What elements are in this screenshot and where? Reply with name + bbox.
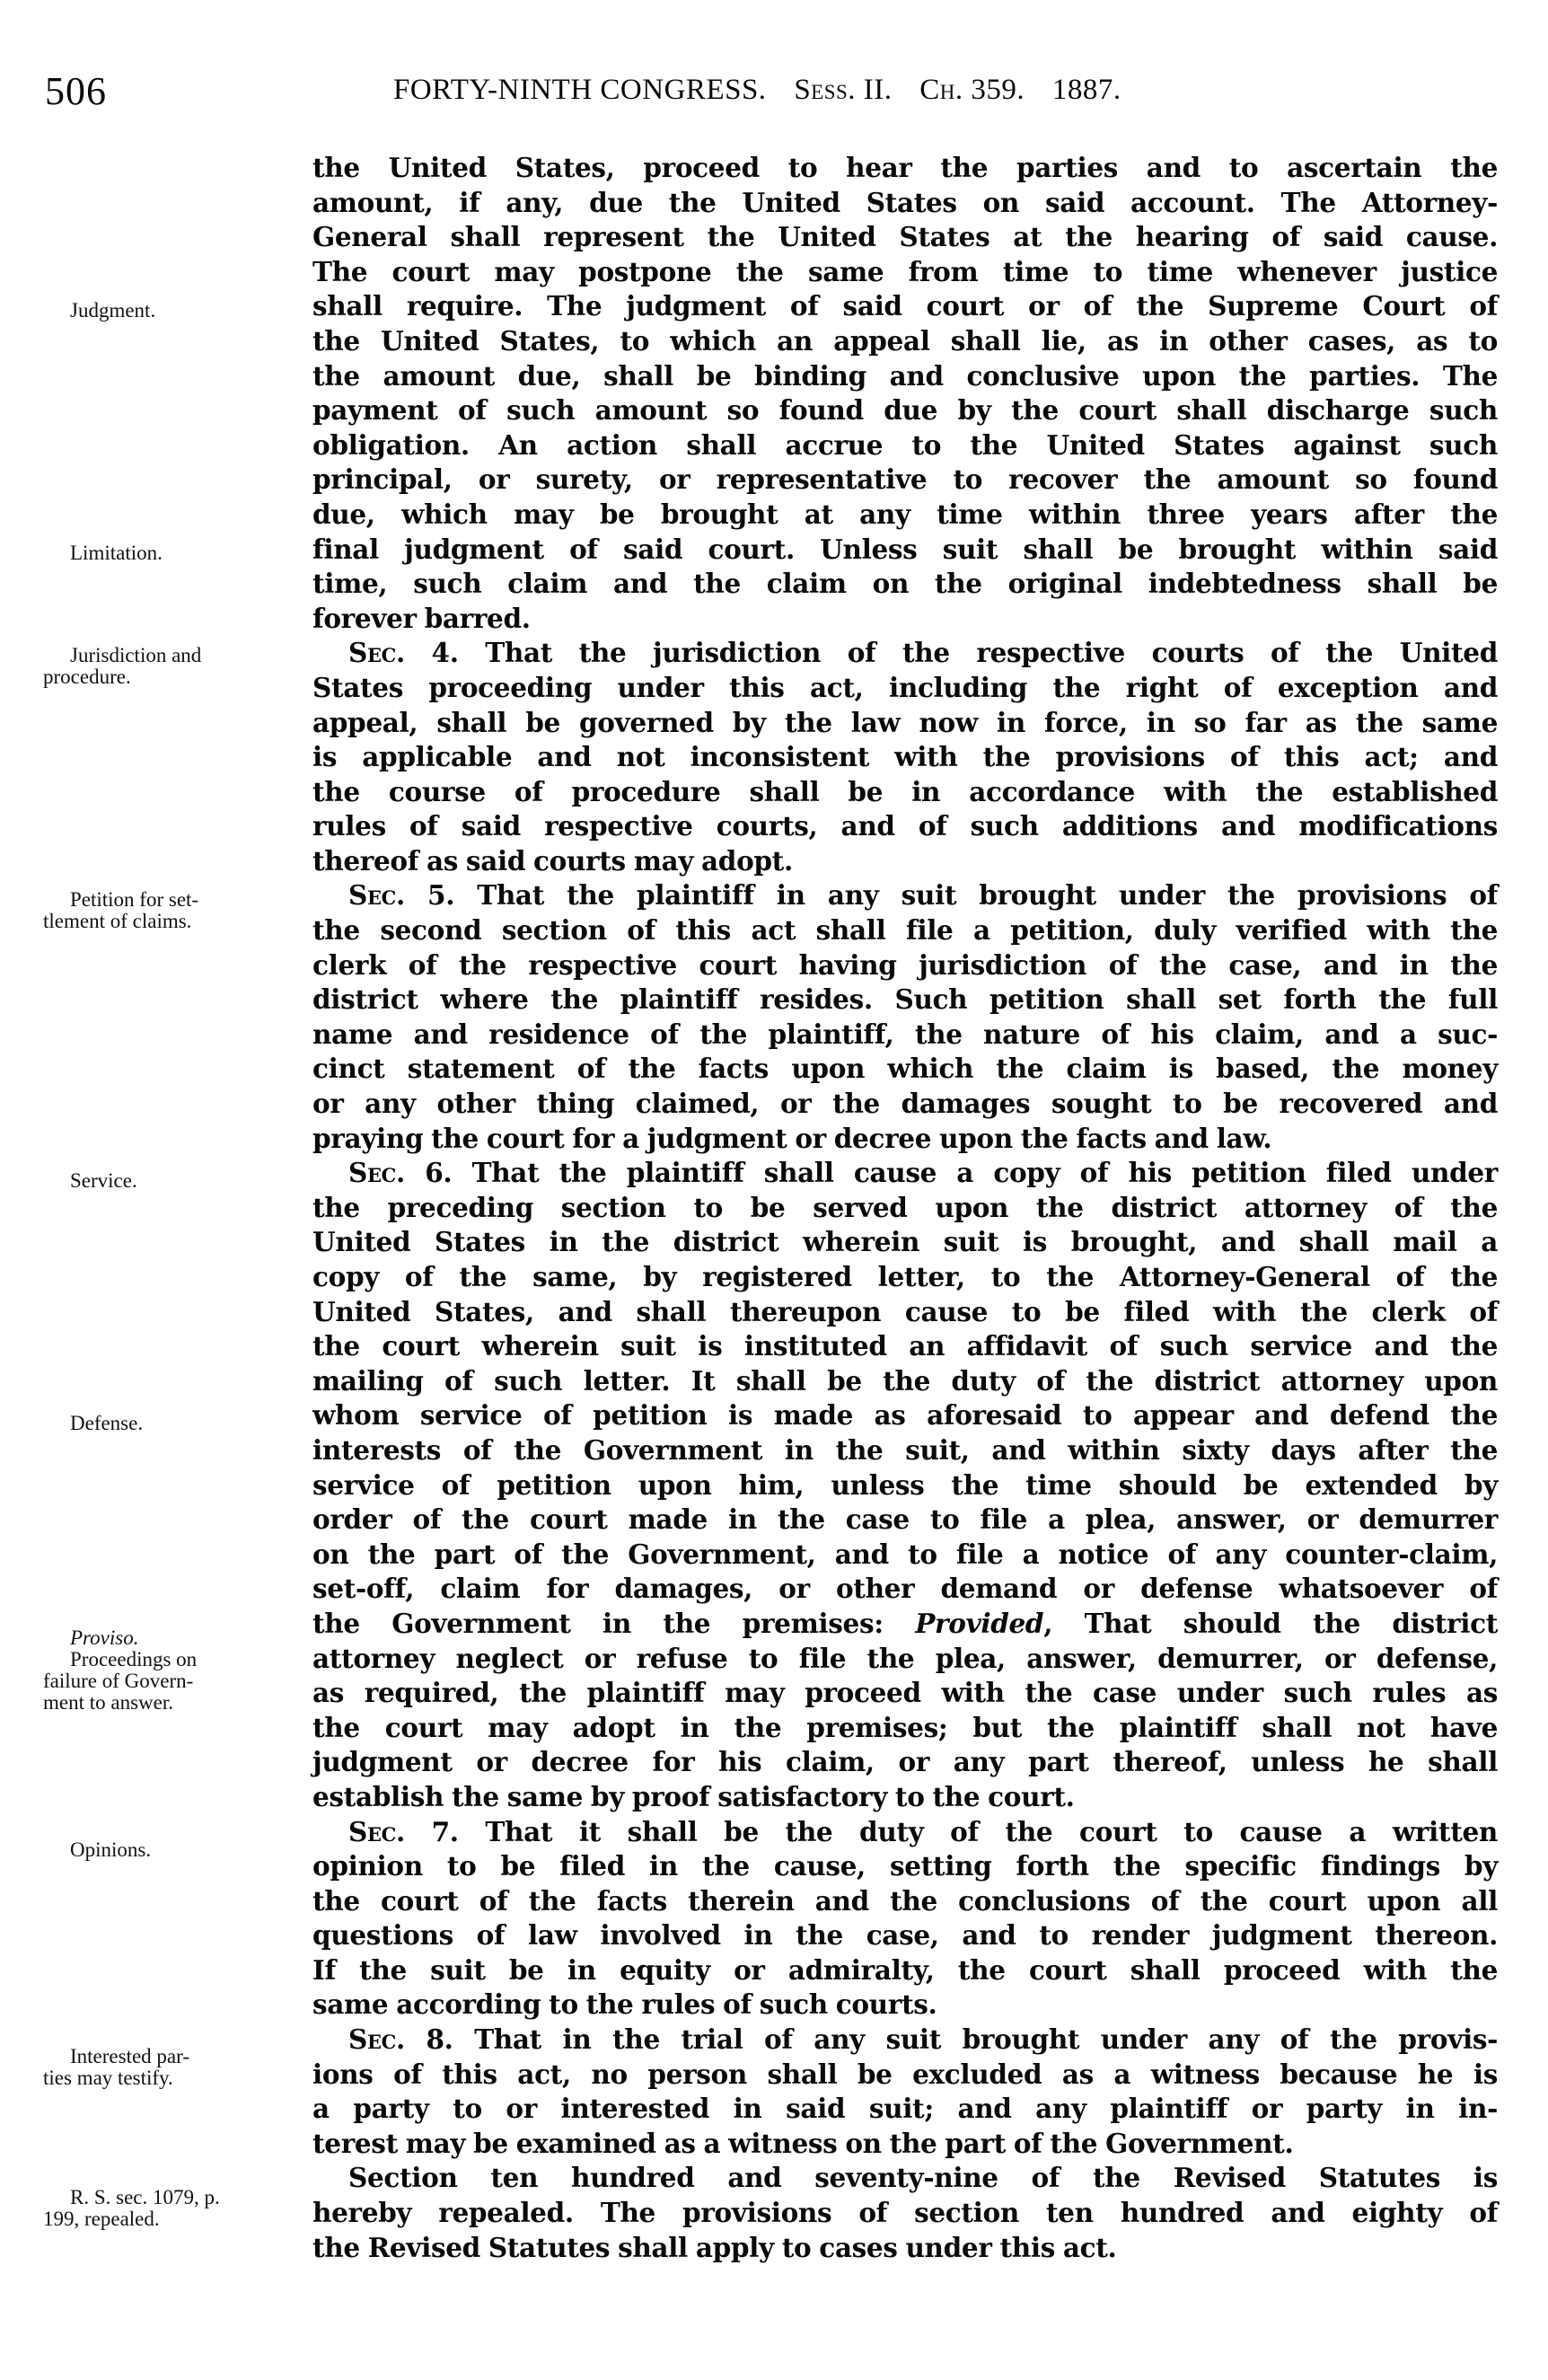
section-label: Sec. bbox=[348, 1815, 405, 1847]
body-line: Sec. 6. That the plaintiff shall cause a copy of his petition filed under bbox=[348, 1157, 1498, 1189]
body-line: questions of law involved in the case, and to render judgment thereon. bbox=[312, 1919, 1498, 1952]
margin-note-line: ties may testify. bbox=[43, 2067, 173, 2089]
body-line: praying the court for a judgment or decree upon the facts and law. bbox=[312, 1122, 1272, 1154]
running-head-title bbox=[393, 74, 1141, 107]
margin-note-line: R. S. sec. 1079, p. bbox=[70, 2186, 220, 2208]
body-line: the course of procedure shall be in accordance with the established bbox=[312, 775, 1498, 807]
margin-note-line: ment to answer. bbox=[43, 1691, 173, 1714]
statute-body-text bbox=[312, 151, 1498, 2265]
body-line: judgment or decree for his claim, or any part thereof, unless he shall bbox=[312, 1746, 1498, 1778]
congress-label: FORTY-NINTH CONGRESS. bbox=[393, 74, 767, 106]
margin-note bbox=[43, 2187, 295, 2230]
section-label: Sec. bbox=[348, 879, 405, 912]
body-line: district where the plaintiff resides. Such petition shall set forth the full bbox=[312, 983, 1498, 1016]
body-line: the amount due, shall be binding and conclusive upon the parties. The bbox=[312, 359, 1498, 392]
body-line: cinct statement of the facts upon which the claim is based, the money bbox=[312, 1053, 1498, 1085]
body-line: as required, the plaintiff may proceed with the case under such rules as bbox=[312, 1677, 1498, 1709]
margin-note-line: Proviso. bbox=[70, 1626, 139, 1649]
body-line: copy of the same, by registered letter, to the Attorney-General of the bbox=[312, 1261, 1498, 1292]
body-line: rules of said respective courts, and of such additions and modifications bbox=[312, 810, 1498, 842]
margin-note-line: Service. bbox=[70, 1169, 137, 1192]
body-line: the second section of this act shall file a petition, duly verified with the bbox=[312, 914, 1498, 947]
body-line: hereby repealed. The provisions of section ten hundred and eighty of bbox=[312, 2197, 1498, 2229]
margin-note bbox=[43, 1413, 295, 1434]
body-line: the court wherein suit is instituted an affidavit of such service and the bbox=[312, 1330, 1498, 1362]
margin-note bbox=[43, 300, 295, 322]
body-line: time, such claim and the claim on the original indebtedness shall be bbox=[312, 568, 1498, 600]
body-line: Sec. 7. That it shall be the duty of the court to cause a written bbox=[348, 1815, 1498, 1847]
margin-note bbox=[43, 542, 295, 564]
body-line: service of petition upon him, unless the time should be extended by bbox=[312, 1468, 1498, 1501]
body-line: the United States, to which an appeal shall lie, as in other cases, as to bbox=[312, 324, 1498, 357]
body-line: forever barred. bbox=[312, 602, 531, 634]
body-line: same according to the rules of such courts. bbox=[312, 1988, 937, 2021]
margin-note bbox=[43, 889, 295, 932]
body-line: on the part of the Government, and to file a notice of any counter-claim, bbox=[312, 1538, 1498, 1570]
body-line: Sec. 4. That the jurisdiction of the respective courts of the United bbox=[348, 637, 1498, 669]
margin-note-line: Interested par- bbox=[70, 2045, 189, 2067]
body-line: a party to or interested in said suit; and any plaintiff or party in in- bbox=[312, 2093, 1498, 2125]
body-line: establish the same by proof satisfactory to the court. bbox=[312, 1780, 1075, 1812]
margin-note-line: Jurisdiction and bbox=[70, 644, 202, 666]
body-line: mailing of such letter. It shall be the duty of the district attorney upon bbox=[312, 1364, 1498, 1397]
margin-note-line: Judgment. bbox=[70, 299, 156, 322]
body-line: due, which may be brought at any time within three years after the bbox=[312, 498, 1498, 530]
body-line: Sec. 5. That the plaintiff in any suit brought under the provisions of bbox=[348, 879, 1498, 912]
margin-note-line: Petition for set- bbox=[70, 888, 199, 911]
section-label: Sec. bbox=[348, 2023, 405, 2056]
chapter-label: Ch. 359. bbox=[919, 74, 1025, 106]
margin-note bbox=[43, 1627, 295, 1714]
margin-note-line: Opinions. bbox=[70, 1838, 152, 1861]
body-line: appeal, shall be governed by the law now in force, in so far as the same bbox=[312, 706, 1498, 738]
body-line: States proceeding under this act, including the right of exception and bbox=[312, 671, 1498, 703]
margin-note-line: failure of Govern- bbox=[43, 1670, 194, 1692]
body-line: or any other thing claimed, or the damages sought to be recovered and bbox=[312, 1088, 1498, 1120]
body-line: final judgment of said court. Unless suit shall be brought within said bbox=[312, 533, 1498, 565]
body-line: General shall represent the United States at the hearing of said cause. bbox=[312, 221, 1498, 253]
body-line: shall require. The judgment of said court or of the Supreme Court of bbox=[312, 290, 1498, 322]
body-line: the court may adopt in the premises; but the plaintiff shall not have bbox=[312, 1711, 1498, 1743]
margin-note bbox=[43, 1170, 295, 1192]
body-line: obligation. An action shall accrue to the United States against such bbox=[312, 428, 1498, 461]
margin-note-line: Proceedings on bbox=[70, 1648, 198, 1670]
body-line: order of the court made in the case to file a plea, answer, or demurrer bbox=[312, 1503, 1498, 1536]
body-line: ions of this act, no person shall be excluded as a witness because he is bbox=[312, 2058, 1498, 2090]
running-header bbox=[45, 68, 1482, 113]
margin-note bbox=[43, 1839, 295, 1861]
body-line: name and residence of the plaintiff, the nature of his claim, and a suc- bbox=[312, 1018, 1498, 1050]
body-line: The court may postpone the same from time to time whenever justice bbox=[312, 255, 1498, 287]
body-line: Sec. 8. That in the trial of any suit brought under any of the provis- bbox=[348, 2023, 1498, 2056]
body-line: attorney neglect or refuse to file the plea, answer, demurrer, or defense, bbox=[312, 1642, 1498, 1674]
body-line: payment of such amount so found due by the court shall discharge such bbox=[312, 394, 1498, 427]
body-line: the preceding section to be served upon the district attorney of the bbox=[312, 1191, 1498, 1223]
margin-note-line: Limitation. bbox=[70, 542, 163, 564]
proviso-word: Provided bbox=[915, 1607, 1044, 1639]
body-line: the United States, proceed to hear the parties and to ascertain the bbox=[312, 152, 1498, 183]
section-label: Sec. bbox=[348, 637, 405, 669]
year-label: 1887. bbox=[1051, 74, 1121, 106]
body-line: principal, or surety, or representative to recover the amount so found bbox=[312, 463, 1498, 496]
body-line: is applicable and not inconsistent with the provisions of this act; and bbox=[312, 741, 1498, 773]
body-line: clerk of the respective court having jurisdiction of the case, and in the bbox=[312, 948, 1498, 981]
body-line: United States, and shall thereupon cause to be filed with the clerk of bbox=[312, 1295, 1498, 1327]
margin-note-line: Defense. bbox=[70, 1412, 144, 1434]
body-line: opinion to be filed in the cause, setting forth the specific findings by bbox=[312, 1850, 1498, 1882]
body-line: thereof as said courts may adopt. bbox=[312, 844, 793, 877]
body-line: United States in the district wherein suit is brought, and shall mail a bbox=[312, 1226, 1498, 1258]
body-line: the Government in the premises: Provided, That should the district bbox=[312, 1607, 1498, 1639]
section-label: Sec. bbox=[348, 1157, 405, 1189]
body-line: If the suit be in equity or admiralty, the court shall proceed with the bbox=[312, 1953, 1498, 1986]
margin-note bbox=[43, 2046, 295, 2089]
margin-note-line: procedure. bbox=[43, 666, 131, 688]
margin-note bbox=[43, 645, 295, 688]
body-line: the Revised Statutes shall apply to cases under this act. bbox=[312, 2231, 1117, 2263]
page-number: 506 bbox=[45, 69, 107, 113]
body-line: whom service of petition is made as aforesaid to appear and defend the bbox=[312, 1399, 1498, 1432]
body-line: set-off, claim for damages, or other demand or defense whatsoever of bbox=[312, 1573, 1498, 1605]
body-line: interests of the Government in the suit, and within sixty days after the bbox=[312, 1433, 1498, 1466]
margin-note-line: 199, repealed. bbox=[43, 2208, 160, 2230]
margin-note-line: tlement of claims. bbox=[43, 910, 192, 932]
body-line: amount, if any, due the United States on said account. The Attorney- bbox=[312, 186, 1498, 218]
body-line: Section ten hundred and seventy-nine of the Revised Statutes is bbox=[348, 2162, 1498, 2194]
body-line: terest may be examined as a witness on the part of the Government. bbox=[312, 2127, 1294, 2159]
session-label: Sess. II. bbox=[794, 74, 893, 106]
body-line: the court of the facts therein and the conclusions of the court upon all bbox=[312, 1884, 1498, 1917]
